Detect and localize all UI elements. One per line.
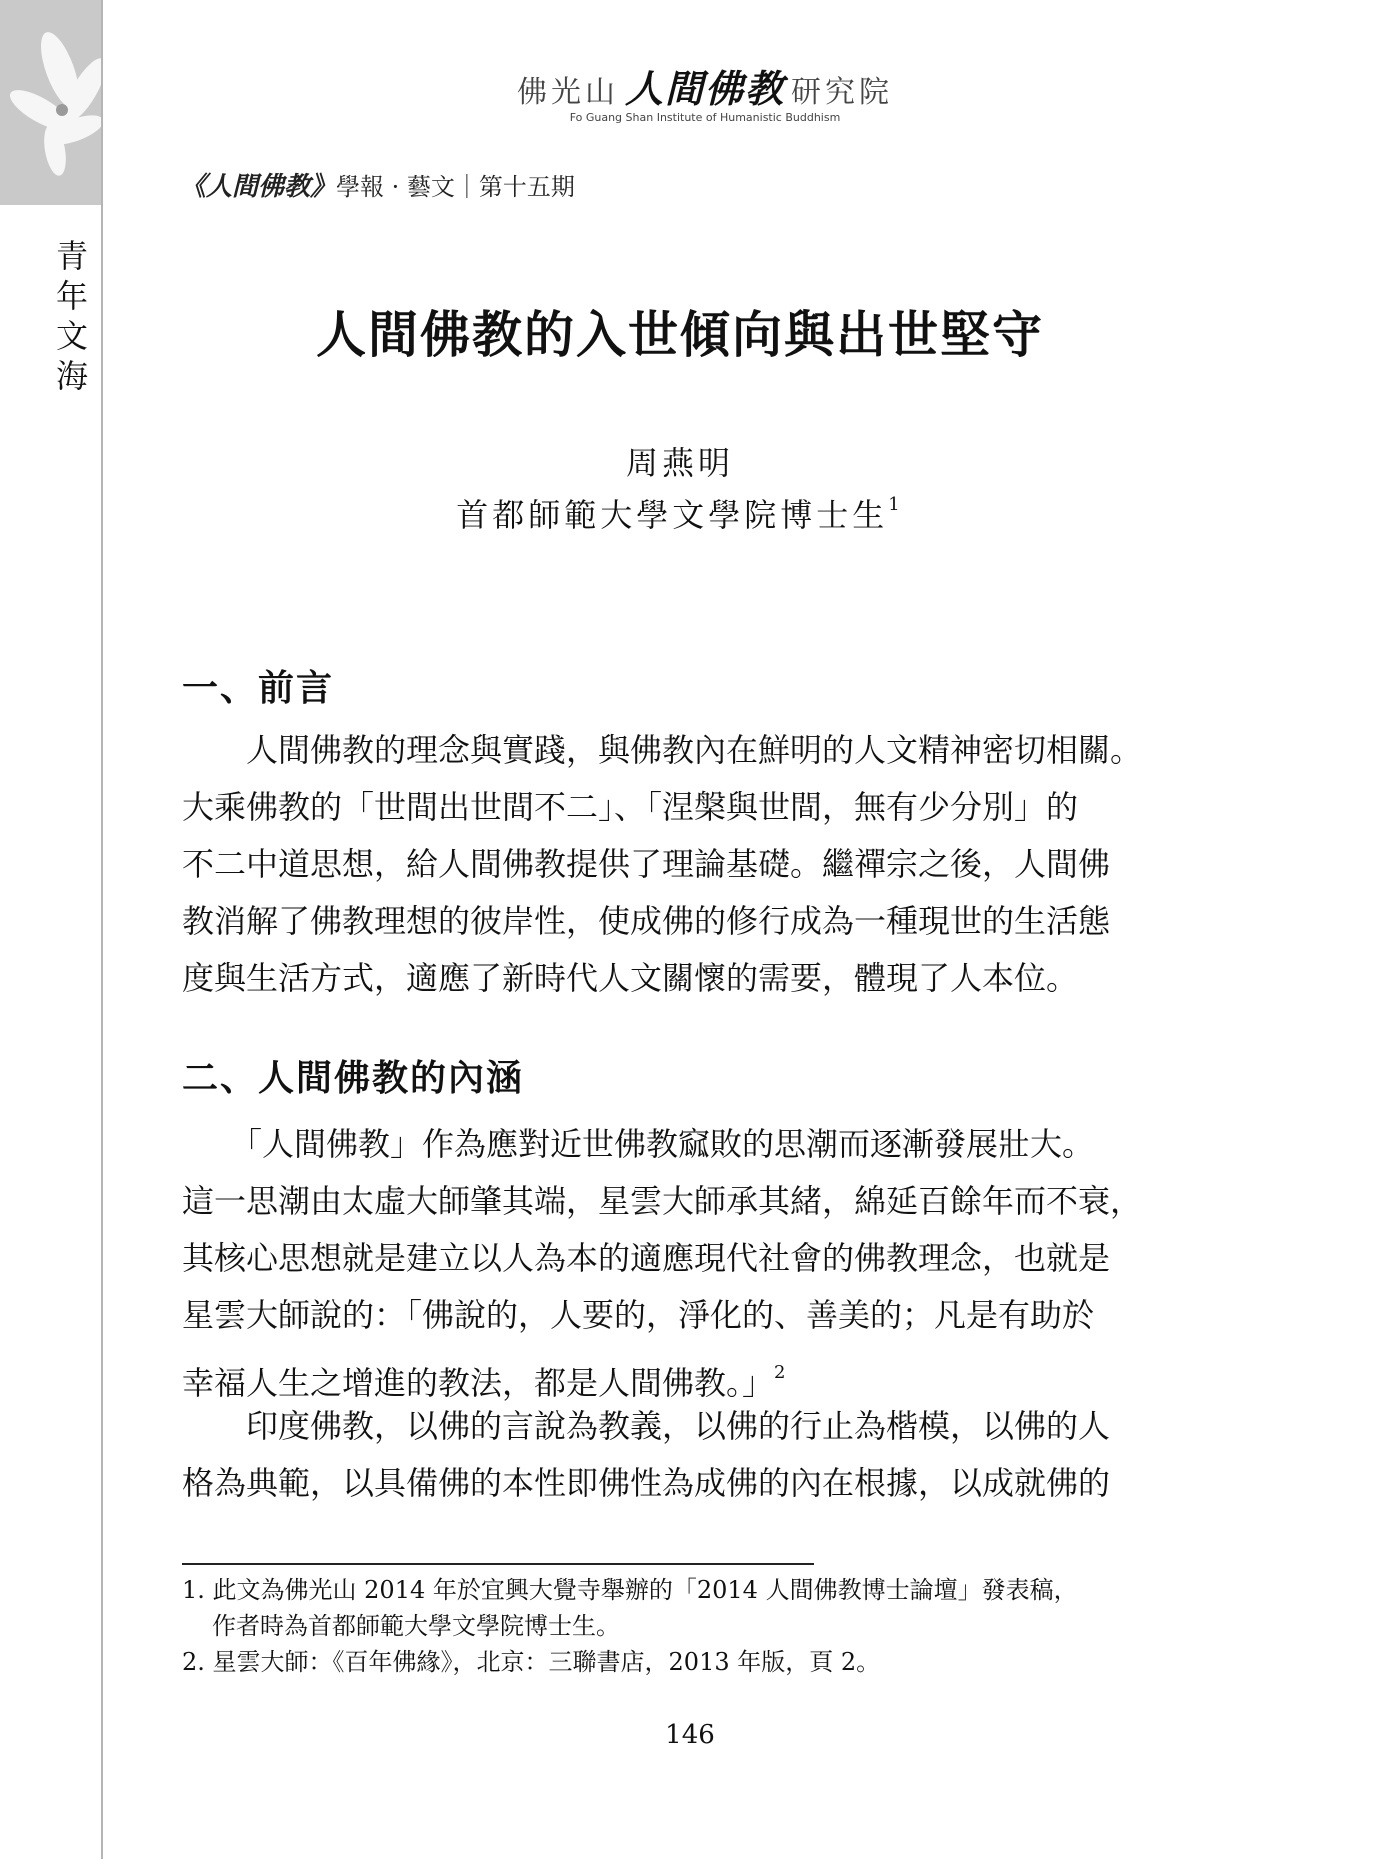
text-line: 星雲大師說的：「佛說的，人要的，淨化的、善美的；凡是有助於 xyxy=(182,1296,1095,1334)
article-author: 周燕明 xyxy=(625,444,734,482)
institute-suffix: 研究院 xyxy=(791,75,893,110)
text-line: 印度佛教，以佛的言說為教義，以佛的行止為楷模，以佛的人 xyxy=(182,1407,1111,1445)
side-tab-char: 年 xyxy=(55,277,88,315)
text-line: 人間佛教的理念與實踐，與佛教內在鮮明的人文精神密切相關。 xyxy=(182,731,1143,769)
article-affiliation xyxy=(180,490,1180,536)
footnotes xyxy=(182,1572,1192,1680)
footnote-1-continued: 作者時為首都師範大學文學院博士生。 xyxy=(212,1612,620,1640)
body-paragraph xyxy=(182,1116,1182,1412)
side-section-tab xyxy=(52,236,92,396)
section-heading: 二、人間佛教的內涵 xyxy=(182,1057,525,1099)
side-tab-char: 海 xyxy=(55,357,88,395)
institute-english-name: Fo Guang Shan Institute of Humanistic Buddhism xyxy=(569,111,841,124)
footnote-2: 2. 星雲大師：《百年佛緣》，北京：三聯書店，2013 年版，頁 2。 xyxy=(182,1648,881,1676)
text-line: 不二中道思想，給人間佛教提供了理論基礎。繼禪宗之後，人間佛 xyxy=(182,845,1111,883)
journal-running-head xyxy=(180,166,575,203)
journal-issue: 學報 · 藝文｜第十五期 xyxy=(336,173,575,201)
text-line: 「人間佛教」作為應對近世佛教窳敗的思潮而逐漸發展壯大。 xyxy=(182,1125,1095,1163)
footnote-ref[interactable]: 2 xyxy=(774,1362,786,1383)
affiliation-text: 首都師範大學文學院博士生 xyxy=(456,496,889,534)
text-line: 其核心思想就是建立以人為本的適應現代社會的佛教理念，也就是 xyxy=(182,1239,1111,1277)
side-tab-char: 青 xyxy=(55,237,88,275)
footnote-ref[interactable]: 1 xyxy=(888,494,904,515)
text-line: 這一思潮由太虛大師肇其端，星雲大師承其緒，綿延百餘年而不衰， xyxy=(182,1182,1143,1220)
institute-header xyxy=(480,58,930,124)
side-tab-char: 文 xyxy=(55,317,88,355)
article-title: 人間佛教的入世傾向與出世堅守 xyxy=(316,305,1044,364)
side-rule xyxy=(101,0,103,1859)
journal-brand: 《人間佛教》 xyxy=(180,172,337,202)
body-paragraph xyxy=(182,722,1182,1007)
text-line: 格為典範，以具備佛的本性即佛性為成佛的內在根據，以成就佛的 xyxy=(182,1464,1111,1502)
footnote-1: 1. 此文為佛光山 2014 年於宜興大覺寺舉辦的「2014 人間佛教博士論壇」發表稿， xyxy=(182,1576,1078,1604)
text-line-content: 幸福人生之增進的教法，都是人間佛教。」 xyxy=(182,1364,775,1402)
institute-name xyxy=(480,58,930,113)
lotus-icon xyxy=(0,0,102,205)
body-paragraph xyxy=(182,1398,1182,1512)
institute-brand: 人間佛教 xyxy=(624,66,785,111)
footnote-rule xyxy=(182,1563,814,1565)
page-number: 146 xyxy=(665,1720,715,1750)
corner-lotus-graphic xyxy=(0,0,102,205)
text-line: 教消解了佛教理想的彼岸性，使成佛的修行成為一種現世的生活態 xyxy=(182,902,1111,940)
institute-prefix: 佛光山 xyxy=(516,75,619,110)
section-heading: 一、前言 xyxy=(182,667,335,709)
text-line: 大乘佛教的「世間出世間不二」、「涅槃與世間，無有少分別」的 xyxy=(182,788,1079,826)
text-line: 度與生活方式，適應了新時代人文關懷的需要，體現了人本位。 xyxy=(182,959,1079,997)
